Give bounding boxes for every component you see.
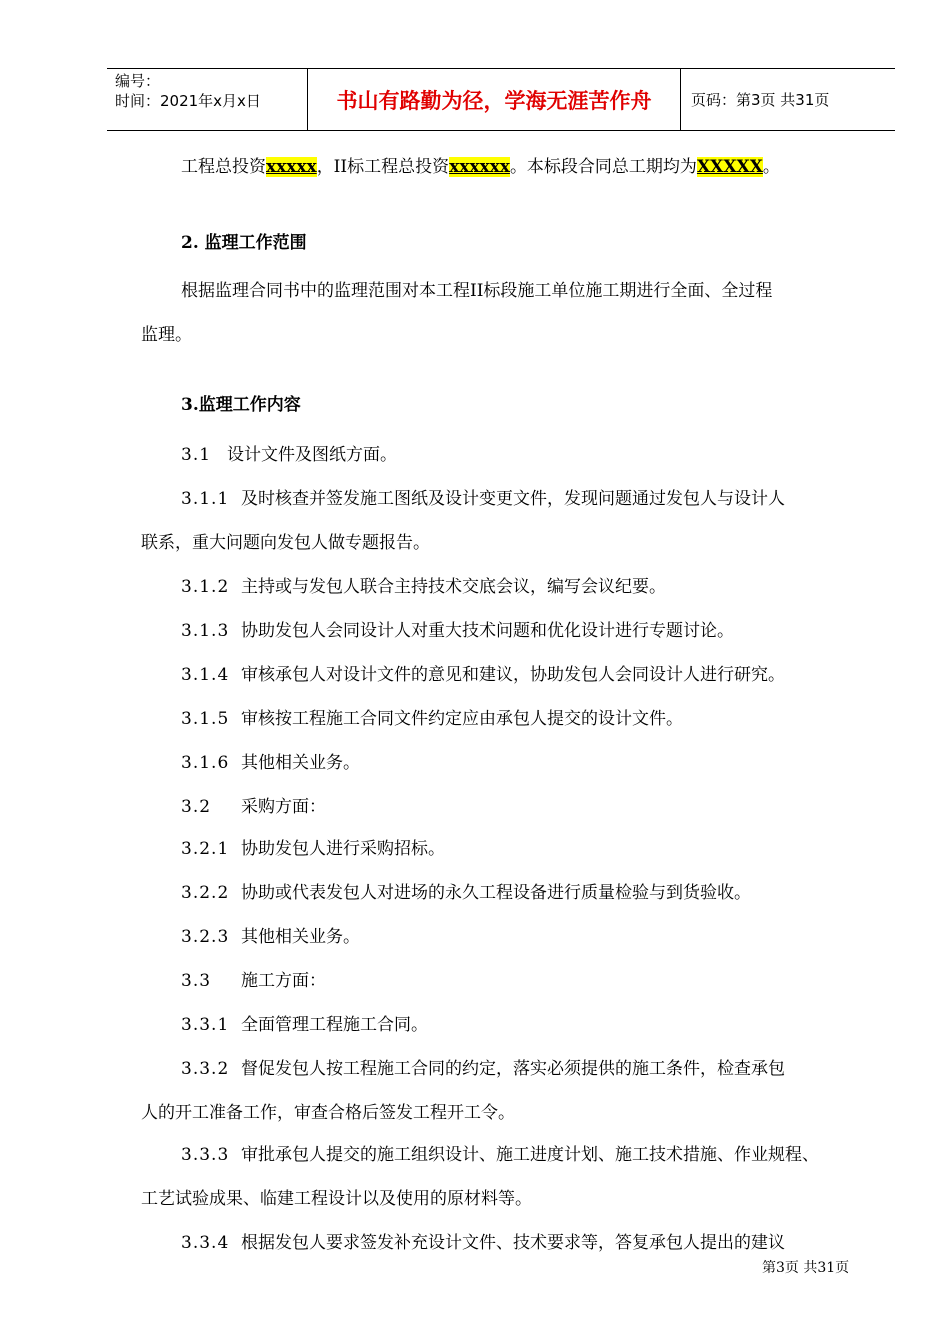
investment-text-2: ，II标工程总投资 [316,157,450,177]
header-meta [107,69,307,130]
list-item: 3.1.1 及时核查并签发施工图纸及设计变更文件，发现问题通过发包人与设计人 [181,489,785,509]
list-item-cont: 工艺试验成果、临建工程设计以及使用的原材料等。 [141,1189,532,1209]
list-item: 3.2 采购方面： [181,797,326,817]
investment-text-4: 。 [762,157,780,177]
section-2-text: 根据监理合同书中的监理范围对本工程II标段施工单位施工期进行全面、全过程 [181,281,773,301]
investment-line [181,152,780,177]
list-item: 3.2.3 其他相关业务。 [181,927,360,947]
list-item: 3.1.5 审核按工程施工合同文件约定应由承包人提交的设计文件。 [181,709,683,729]
serial-label: 编号： [115,72,161,90]
list-item: 3.1.2 主持或与发包人联合主持技术交底会议，编写会议纪要。 [181,577,666,597]
list-item: 3.3.2 督促发包人按工程施工合同的约定，落实必须提供的施工条件，检查承包 [181,1059,785,1079]
list-item-cont: 人的开工准备工作，审查合格后签发工程开工令。 [141,1103,515,1123]
page-header [107,68,895,131]
list-item: 3.1.3 协助发包人会同设计人对重大技术问题和优化设计进行专题讨论。 [181,621,734,641]
list-item: 3.2.2 协助或代表发包人对进场的永久工程设备进行质量检验与到货验收。 [181,883,751,903]
investment-value-1: xxxxx [266,157,317,177]
list-item: 3.1.6 其他相关业务。 [181,753,360,773]
section-3-title: 3.监理工作内容 [181,395,301,415]
list-item: 3.1.4 审核承包人对设计文件的意见和建议，协助发包人会同设计人进行研究。 [181,665,785,685]
page-footer: 第3页 共31页 [762,1260,850,1276]
header-motto: 书山有路勤为径，学海无涯苦作舟 [307,69,681,130]
investment-value-3: XXXXX [696,157,763,177]
list-item: 3.1 设计文件及图纸方面。 [181,445,397,465]
time-label: 时间：2021年x月x日 [115,92,261,110]
list-item: 3.3.4 根据发包人要求签发补充设计文件、技术要求等，答复承包人提出的建议 [181,1233,785,1253]
list-item-cont: 联系，重大问题向发包人做专题报告。 [141,533,430,553]
list-item: 3.2.1 协助发包人进行采购招标。 [181,839,445,859]
header-page-info: 页码：第3页 共31页 [691,91,830,109]
section-2-title: 2. 监理工作范围 [181,233,307,253]
investment-value-2: xxxxxx [449,157,510,177]
list-item: 3.3.3 审批承包人提交的施工组织设计、施工进度计划、施工技术措施、作业规程、 [181,1145,819,1165]
list-item: 3.3 施工方面： [181,971,326,991]
section-2-text-cont: 监理。 [141,325,192,345]
investment-text-1: 工程总投资 [181,157,266,177]
investment-text-3: 。本标段合同总工期均为 [509,157,697,177]
list-item: 3.3.1 全面管理工程施工合同。 [181,1015,428,1035]
